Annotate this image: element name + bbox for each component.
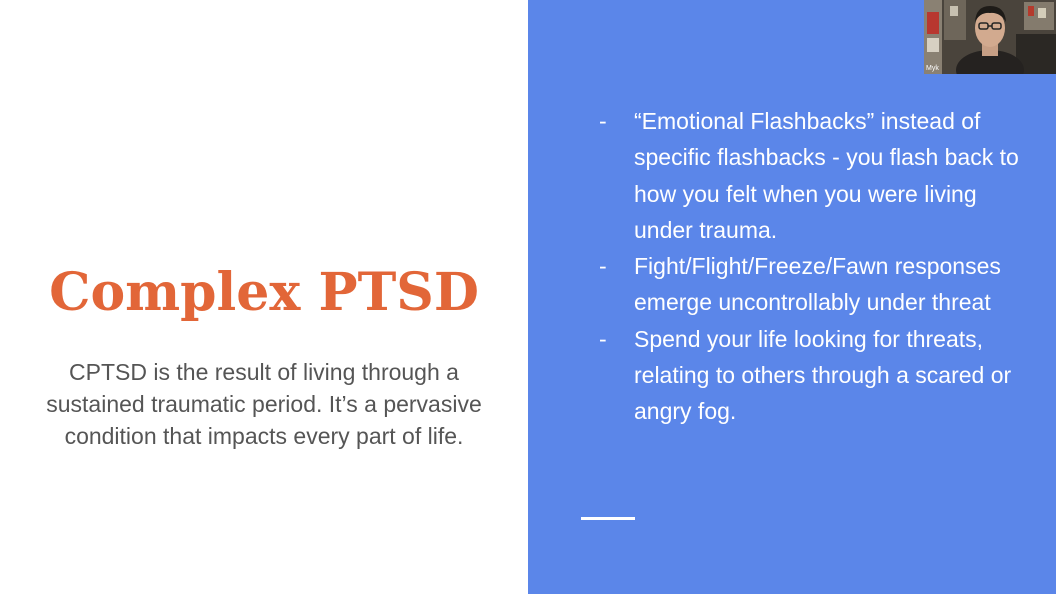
- bullet-item: [599, 248, 1019, 321]
- participant-video-tile[interactable]: [924, 0, 1056, 74]
- bullet-list: [599, 103, 1019, 430]
- participant-name: Myk: [926, 65, 939, 72]
- bullet-marker: -: [599, 108, 607, 134]
- bullet-marker: -: [599, 325, 607, 352]
- bullet-text: Fight/Flight/Freeze/Fawn responses emerge uncontrollably under threat: [634, 253, 1001, 316]
- bullet-text: Spend your life looking for threats, relating to others through a scared or angry fog.: [634, 325, 1012, 425]
- bullet-item: [599, 321, 1019, 430]
- webcam-feed-icon: [924, 0, 1056, 74]
- bullet-item: [599, 103, 1019, 248]
- decorative-underline: [581, 517, 635, 520]
- bullet-text: “Emotional Flashbacks” instead of specific flashbacks - you flash back to how you felt when you were living under trauma.: [634, 108, 1019, 243]
- bullet-marker: -: [599, 253, 607, 280]
- slide-description: CPTSD is the result of living through a sustained traumatic period. It’s a pervasive condition that impacts every part of life.: [46, 359, 482, 449]
- slide-title: Complex PTSD: [49, 262, 479, 323]
